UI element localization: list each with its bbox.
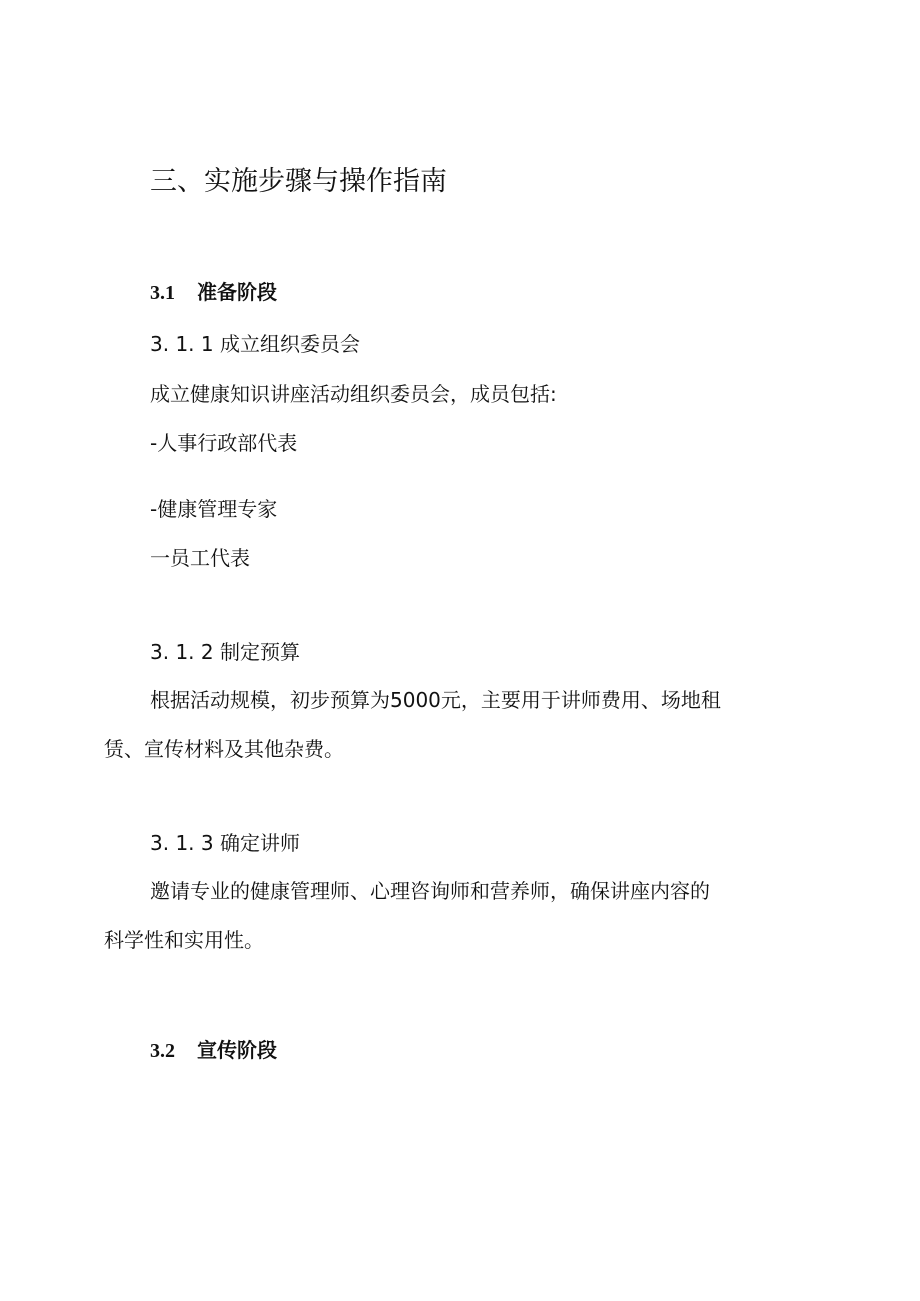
budget-paragraph-line2: 赁、宣传材料及其他杂费。 — [104, 737, 344, 761]
heading-3-1-number: 3.1 — [150, 282, 175, 304]
heading-3-1-2: 3. 1. 2 制定预算 — [150, 640, 300, 664]
lecturer-paragraph-line1: 邀请专业的健康管理师、心理咨询师和营养师，确保讲座内容的 — [150, 879, 710, 903]
heading-3-1 — [150, 280, 277, 305]
member-item-employee: 一员工代表 — [150, 546, 250, 570]
heading-3-1-1: 3. 1. 1 成立组织委员会 — [150, 332, 360, 356]
heading-3-2 — [150, 1038, 277, 1063]
lecturer-paragraph-line2: 科学性和实用性。 — [104, 928, 264, 952]
heading-3-2-number: 3.2 — [150, 1040, 175, 1062]
budget-paragraph-line1: 根据活动规模，初步预算为5000元，主要用于讲师费用、场地租 — [150, 688, 721, 712]
committee-intro: 成立健康知识讲座活动组织委员会，成员包括: — [150, 382, 557, 406]
heading-3-2-title: 宣传阶段 — [197, 1038, 277, 1062]
member-item-health-expert: -健康管理专家 — [150, 497, 278, 521]
section-title: 三、实施步骤与操作指南 — [150, 166, 447, 197]
heading-3-1-title: 准备阶段 — [197, 280, 277, 304]
member-item-hr: -人事行政部代表 — [150, 431, 298, 455]
heading-3-1-3: 3. 1. 3 确定讲师 — [150, 831, 300, 855]
